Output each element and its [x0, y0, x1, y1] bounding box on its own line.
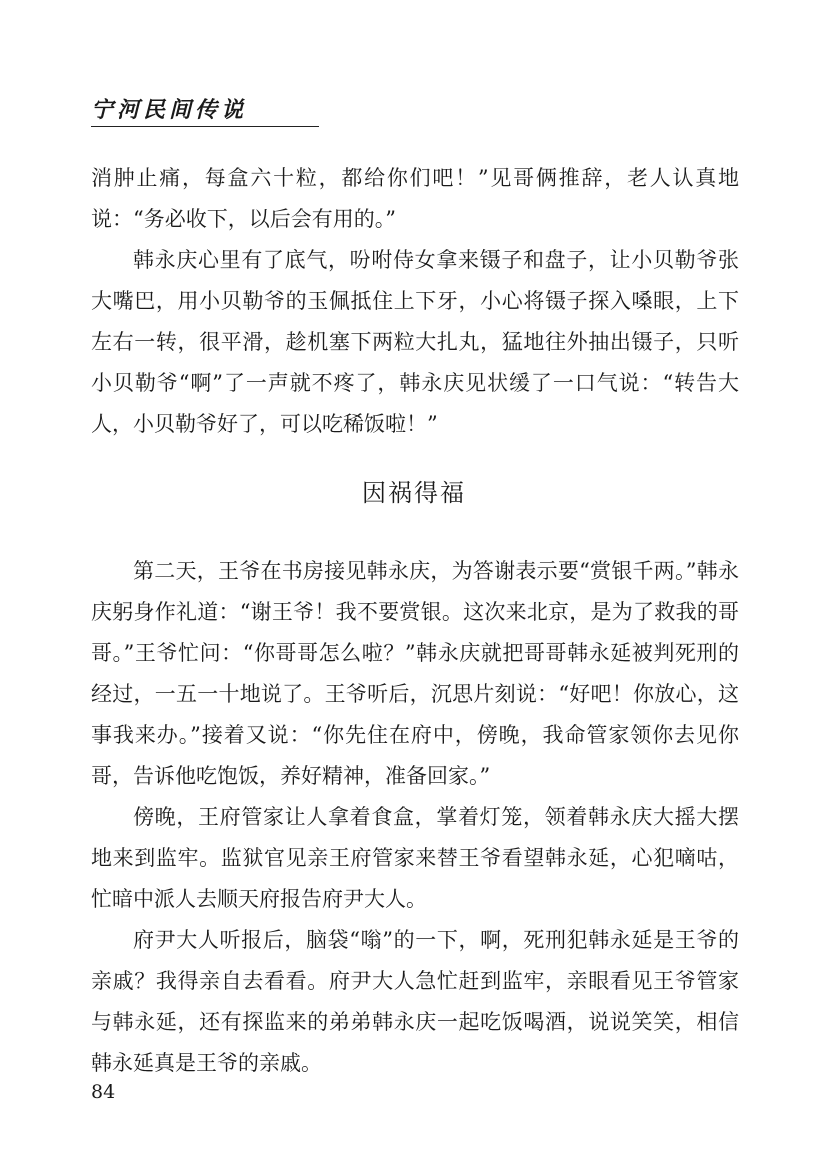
paragraph: 第二天，王爷在书房接见韩永庆，为答谢表示要“赏银千两。”韩永庆躬身作礼道：“谢王爷！我不要赏银。这次来北京，是为了救我的哥哥。”王爷忙问：“你哥哥怎么啦？”韩永庆就把哥哥韩永延被判死刑的经过，一五一十地说了。王爷听后，沉思片刻说：“好吧！你放心，这事我来办。”接着又说：“你先住在府中，傍晚，我命管家领你去见你哥，告诉他吃饱饭，养好精神，准备回家。”	[91, 559, 739, 788]
header-rule	[91, 126, 319, 127]
paragraph: 府尹大人听报后，脑袋“嗡”的一下，啊，死刑犯韩永延是王爷的亲戚？我得亲自去看看。府尹大人急忙赶到监牢，亲眼看见王爷管家与韩永延，还有探监来的弟弟韩永庆一起吃饭喝酒，说说笑笑，相信韩永延真是王爷的亲戚。	[91, 928, 739, 1075]
paragraph: 韩永庆心里有了底气，吩咐侍女拿来镊子和盘子，让小贝勒爷张大嘴巴，用小贝勒爷的玉佩抵住上下牙，小心将镊子探入嗓眼，上下左右一转，很平滑，趁机塞下两粒大扎丸，猛地往外抽出镊子，只听小贝勒爷“啊”了一声就不疼了，韩永庆见状缓了一口气说：“转告大人，小贝勒爷好了，可以吃稀饭啦！”	[91, 248, 739, 436]
page-number: 84	[91, 1081, 116, 1103]
paragraph-continued: 消肿止痛，每盒六十粒，都给你们吧！”见哥俩推辞，老人认真地说：“务必收下，以后会有用的。”	[91, 166, 739, 231]
running-head-title: 宁河民间传说	[91, 98, 248, 123]
text-block-bottom	[91, 551, 739, 1084]
paragraph: 傍晚，王府管家让人拿着食盒，掌着灯笼，领着韩永庆大摇大摆地来到监牢。监狱官见亲王府管家来替王爷看望韩永延，心犯嘀咕，忙暗中派人去顺天府报告府尹大人。	[91, 805, 739, 911]
section-title: 因祸得福	[362, 479, 466, 507]
text-block-top	[91, 158, 739, 445]
